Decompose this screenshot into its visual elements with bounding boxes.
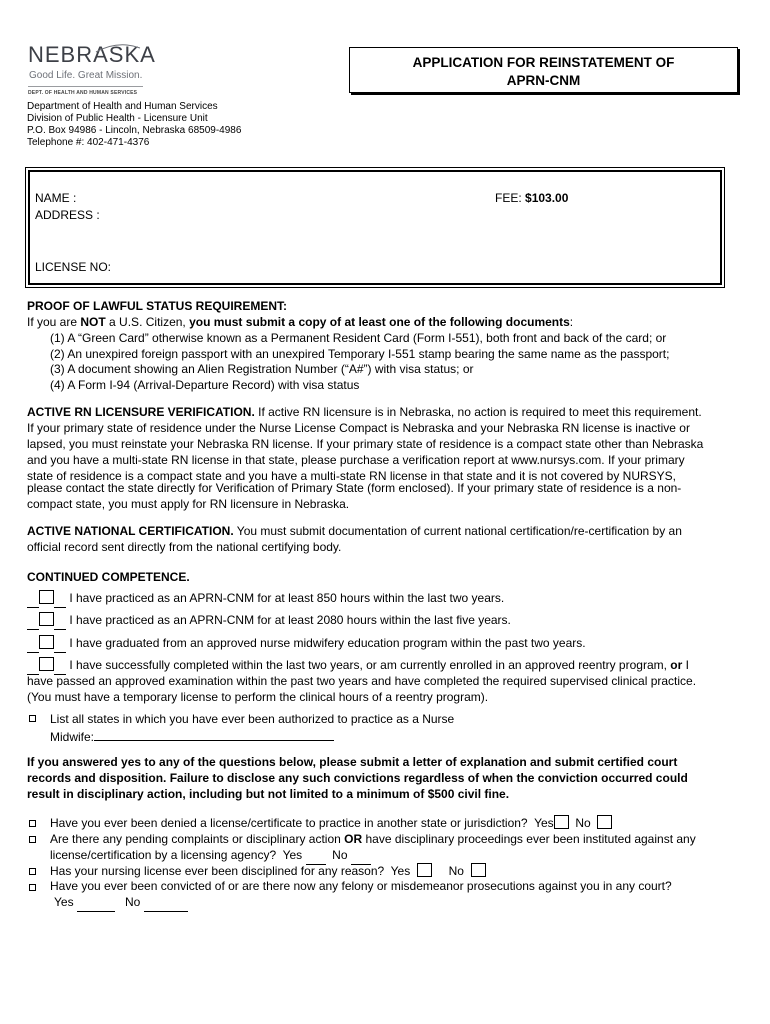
lawful-status-heading: PROOF OF LAWFUL STATUS REQUIREMENT: [27,299,287,313]
disclosure-line: records and disposition. Failure to disclose any such convictions regardless of when the conviction occurred could [27,771,688,785]
checkbox[interactable] [39,657,54,671]
bullet-icon [29,715,36,722]
competence-option-label: I have graduated from an approved nurse midwifery education program within the past two years. [66,636,586,650]
competence-option-label: I have successfully completed within the last two years, or am currently enrolled in an approved reentry program, [66,658,671,672]
intro-text: a U.S. Citizen, [105,315,190,329]
blank-line [54,635,66,653]
question-or: OR [344,832,363,846]
disclosure-line: If you answered yes to any of the questions below, please submit a letter of explanation and submit certified court [27,755,678,769]
rn-verification-line: state of residence is a compact state and you have a multi-state RN license in that state and it is not covered by NURSYS, [27,469,676,483]
question-4: Have you ever been convicted of or are there now any felony or misdemeanor prosecutions against you in any court? [50,879,672,893]
rn-verification-line: compact state, you must apply for RN licensure in Nebraska. [27,497,350,511]
question-2 [50,831,696,848]
intro-bold: you must submit a copy of at least one of the following documents [189,315,570,329]
disclosure-line: result in disciplinary action, including but not limited to a minimum of $500 civil fine. [27,787,510,801]
fee-value: $103.00 [525,191,569,205]
competence-option [27,590,504,608]
license-number-field[interactable]: LICENSE NO: [35,260,112,274]
fee-field [495,191,568,205]
form-title-line2: APRN-CNM [506,73,581,88]
form-title-box [349,47,738,93]
agency-address [27,101,241,149]
bullet-icon [29,820,36,827]
question-text: Are there any pending complaints or disciplinary action [50,832,345,846]
rn-verification-line: and you have a multi-state RN license in that state, please purchase a verification report at www.nursys.com. If your primary [27,453,685,467]
competence-option-line: have passed an approved examination within the past two years and have completed the required supervised clinical practice. [27,674,697,688]
states-input-line[interactable] [94,727,334,741]
question-text: license/certification by a licensing agency? [50,848,277,862]
question-text: Have you ever been denied a license/certificate to practice in another state or jurisdiction? [50,816,528,830]
yes-label: Yes [282,848,303,862]
yes-checkbox[interactable] [554,815,569,829]
competence-or: or [670,658,683,672]
bullet-icon [29,836,36,843]
bullet-icon [29,884,36,891]
checkbox[interactable] [39,590,54,604]
address-line: Division of Public Health - Licensure Unit [27,113,208,124]
logo-divider [28,86,143,87]
rn-verification-line: lapsed, you must reinstate your Nebraska RN license. If your primary state of residence is a compact state other than Nebraska [27,437,704,451]
rn-verification-line: please contact the state directly for Verification of Primary State (form enclosed). If your primary state of residence is a non- [27,481,682,495]
logo-tagline: Good Life. Great Mission. [29,70,143,81]
rn-verification-line: If your primary state of residence under the Nurse License Compact is Nebraska and your Nebraska RN license is inactive or [27,421,690,435]
question-1 [50,815,612,832]
yes-label: Yes [534,816,554,830]
checkbox[interactable] [39,612,54,626]
blank-line [54,590,66,608]
logo-department: DEPT. OF HEALTH AND HUMAN SERVICES [28,90,138,96]
question-4-answers [54,894,188,912]
national-cert-heading: ACTIVE NATIONAL CERTIFICATION. [27,524,234,538]
competence-option-label: I have practiced as an APRN-CNM for at least 2080 hours within the last five years. [66,613,511,627]
address-line: P.O. Box 94986 - Lincoln, Nebraska 68509-4986 [27,125,242,136]
lawful-status-intro [27,314,573,331]
midwife-label: Midwife: [50,730,95,744]
lawful-doc-item: (1) A “Green Card” otherwise known as a Permanent Resident Card (Form I-551), both front and back of the card; or [50,331,667,345]
yes-checkbox[interactable] [417,863,432,877]
competence-option-label: I have practiced as an APRN-CNM for at least 850 hours within the last two years. [66,591,505,605]
rn-verification-text: If active RN licensure is in Nebraska, no action is required to meet this requirement. [254,405,702,419]
national-cert-text: You must submit documentation of current national certification/re-certification by an [233,524,682,538]
blank-line [27,590,39,608]
lawful-doc-item: (2) An unexpired foreign passport with an unexpired Temporary I-551 stamp bearing the same name as the passport; [50,347,670,361]
competence-heading: CONTINUED COMPETENCE. [27,570,190,584]
yes-checkbox[interactable] [77,894,115,912]
competence-option [27,635,586,653]
national-cert-line: official record sent directly from the national certifying body. [27,540,342,554]
states-practiced-field [50,727,334,746]
address-line: Telephone #: 402-471-4376 [27,137,150,148]
intro-not: NOT [80,315,106,329]
applicant-box [28,170,722,285]
no-label: No [575,816,591,830]
yes-label: Yes [390,864,411,878]
rn-verification-line [27,404,702,421]
no-label: No [124,895,141,909]
no-label: No [448,864,464,878]
logo-swoosh-icon [94,42,142,56]
fee-label: FEE: [495,191,526,205]
name-field[interactable]: NAME : [35,191,77,205]
lawful-doc-item: (3) A document showing an Alien Registration Number (“A#”) with visa status; or [50,362,474,376]
blank-line [54,612,66,630]
intro-text: If you are [27,315,81,329]
blank-line [27,612,39,630]
bullet-icon [29,868,36,875]
competence-option-label: I [682,658,689,672]
address-line: Department of Health and Human Services [27,101,218,112]
question-text: have disciplinary proceedings ever been instituted against any [362,832,696,846]
competence-option-line: (You must have a temporary license to perform the clinical hours of a reentry program). [27,690,489,704]
no-checkbox[interactable] [597,815,612,829]
states-practiced-label: List all states in which you have ever been authorized to practice as a Nurse [50,712,455,726]
rn-verification-heading: ACTIVE RN LICENSURE VERIFICATION. [27,405,255,419]
address-field[interactable]: ADDRESS : [35,208,100,222]
blank-line [27,635,39,653]
no-checkbox[interactable] [471,863,486,877]
nebraska-logo: NEBRASKA [28,42,156,67]
yes-label: Yes [54,895,74,909]
competence-option [27,612,511,630]
question-text: Has your nursing license ever been disciplined for any reason? [50,864,385,878]
intro-text: : [569,315,574,329]
form-title-line1: APPLICATION FOR REINSTATEMENT OF [412,55,675,70]
checkbox[interactable] [39,635,54,649]
no-checkbox[interactable] [144,894,188,912]
no-label: No [332,848,348,862]
national-cert-line [27,523,682,540]
lawful-doc-item: (4) A Form I-94 (Arrival-Departure Record) with visa status [50,378,360,392]
